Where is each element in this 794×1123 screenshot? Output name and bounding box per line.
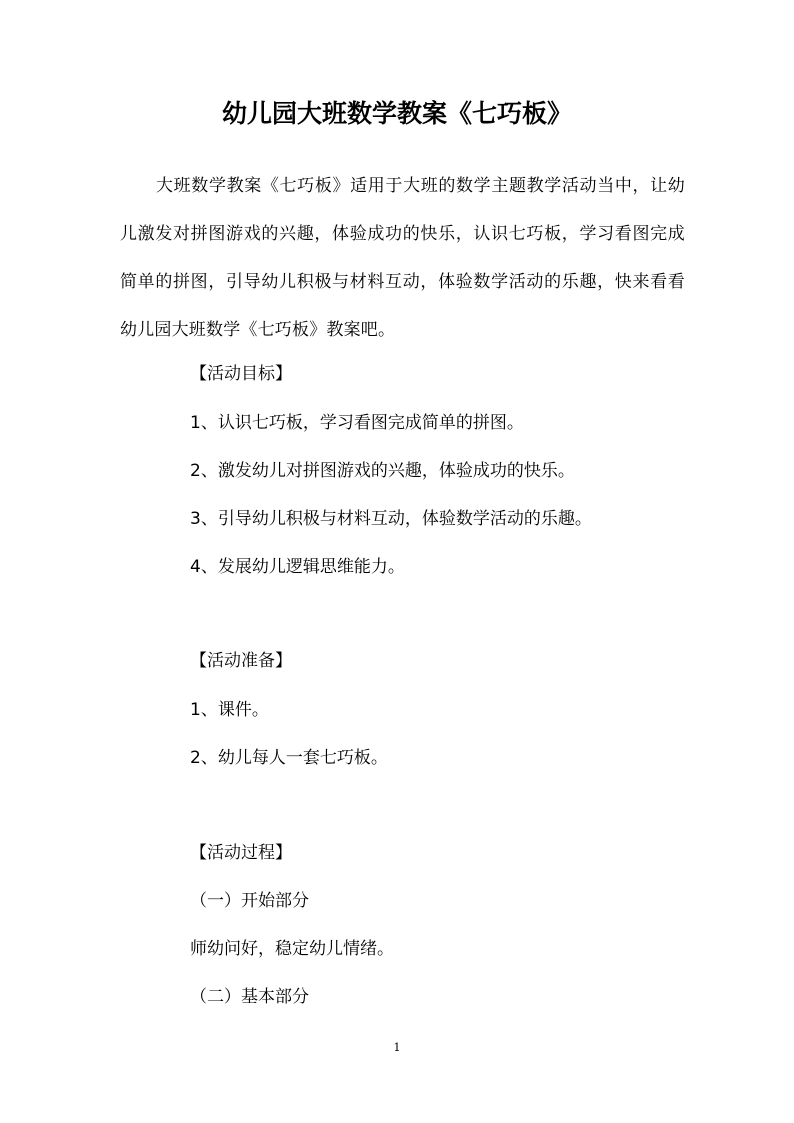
goals-heading: 【活动目标】 <box>190 364 292 384</box>
goal-item-2: 2、激发幼儿对拼图游戏的兴趣，体验成功的快乐。 <box>190 461 575 481</box>
preparation-item-1: 1、课件。 <box>190 700 269 720</box>
intro-paragraph: 大班数学教案《七巧板》适用于大班的数学主题教学活动当中，让幼儿激发对拼图游戏的兴趣，体验成功的快乐，认识七巧板，学习看图完成简单的拼图，引导幼儿积极与材料互动，体验数学活动的乐趣，快来看看幼儿园大班数学《七巧板》教案吧。 <box>120 176 685 340</box>
process-part1-text: 师幼问好，稳定幼儿情绪。 <box>190 939 394 959</box>
process-part1-heading: （一）开始部分 <box>190 891 309 911</box>
process-heading: 【活动过程】 <box>190 843 292 863</box>
preparation-heading: 【活动准备】 <box>190 651 292 671</box>
goal-item-4: 4、发展幼儿逻辑思维能力。 <box>190 557 405 577</box>
preparation-item-2: 2、幼儿每人一套七巧板。 <box>190 748 388 768</box>
page-number: 1 <box>393 1041 401 1054</box>
process-part2-heading: （二）基本部分 <box>190 987 309 1007</box>
goal-item-1: 1、认识七巧板，学习看图完成简单的拼图。 <box>190 413 524 433</box>
goal-item-3: 3、引导幼儿积极与材料互动，体验数学活动的乐趣。 <box>190 509 592 529</box>
document-title: 幼儿园大班数学教案《七巧板》 <box>221 99 572 128</box>
